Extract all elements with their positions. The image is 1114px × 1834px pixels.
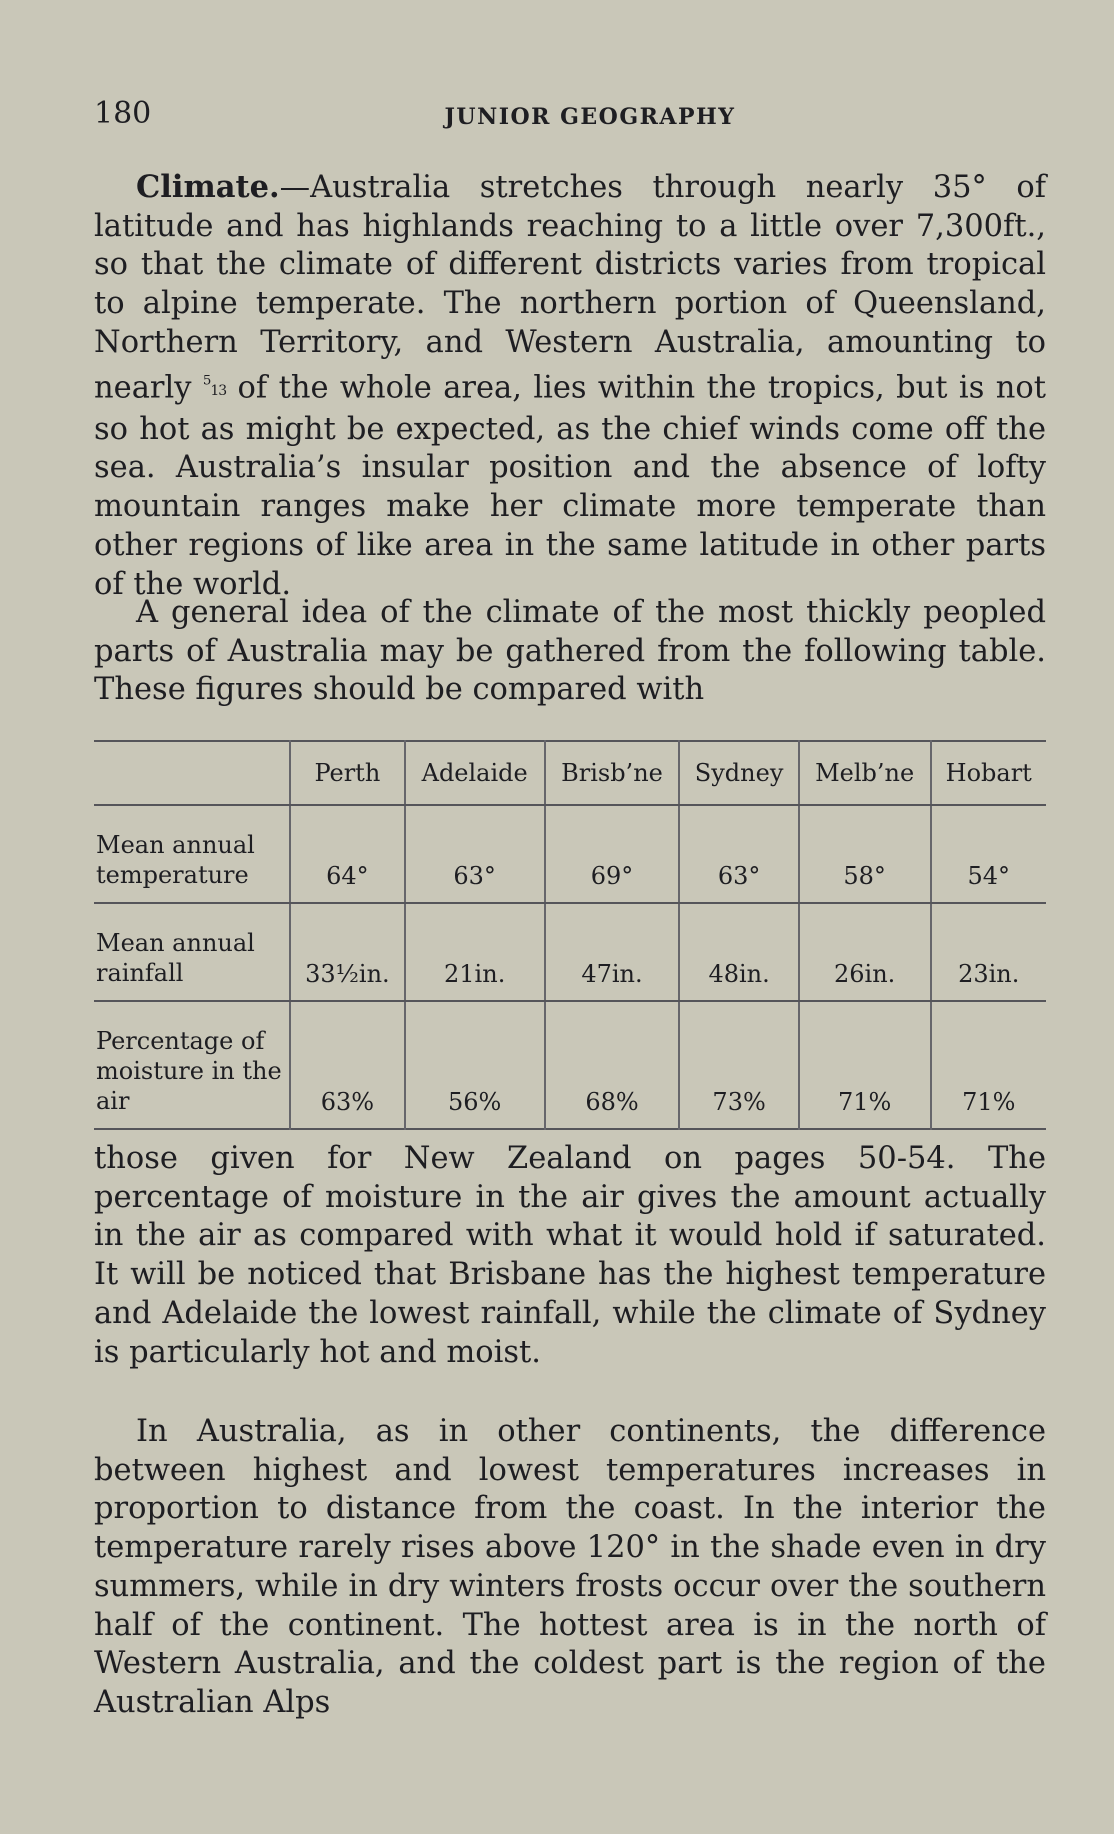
table-cell: 71% bbox=[931, 1001, 1047, 1129]
column-header: Melb’ne bbox=[799, 741, 931, 805]
column-header: Hobart bbox=[931, 741, 1047, 805]
column-header: Adelaide bbox=[405, 741, 545, 805]
running-title: JUNIOR GEOGRAPHY bbox=[444, 104, 736, 130]
table-cell: 69° bbox=[545, 805, 680, 903]
table-cell: 63° bbox=[679, 805, 798, 903]
table-cell: 56% bbox=[405, 1001, 545, 1129]
page-header bbox=[94, 96, 1046, 136]
table-cell: 26in. bbox=[799, 903, 931, 1001]
fraction-denominator: 13 bbox=[210, 383, 227, 400]
table-header-row bbox=[94, 741, 1046, 805]
table-cell: 47in. bbox=[545, 903, 680, 1001]
table-cell: 71% bbox=[799, 1001, 931, 1129]
table-corner-cell bbox=[94, 741, 290, 805]
column-header: Sydney bbox=[679, 741, 798, 805]
table-cell: 21in. bbox=[405, 903, 545, 1001]
table-cell: 58° bbox=[799, 805, 931, 903]
table-cell: 68% bbox=[545, 1001, 680, 1129]
temperature-range-paragraph: In Australia, as in other continents, the difference between highest and lowest temperatures increases in proportion to distance from the coast. In the interior the temperature rarely rises above 120° in the shade even in dry summers, while in dry winters frosts occur over the southern half of the continent. The hottest area is in the north of Western Australia, and the coldest part is the region of the Australian Alps bbox=[94, 1414, 1046, 1720]
section-lead: Climate. bbox=[136, 169, 280, 205]
table-cell: 23in. bbox=[931, 903, 1047, 1001]
table-cell: 54° bbox=[931, 805, 1047, 903]
row-label: Mean annual temperature bbox=[94, 805, 290, 903]
climate-table bbox=[94, 740, 1046, 1130]
paragraph-text: of the whole area, lies within the tropics, but is not so hot as might be expected, as the chief winds come off the sea. Australia’s insular position and the absence of lofty mountain ranges make her climate more temperate than other regions of like area in the same latitude in other parts of the world. bbox=[94, 369, 1046, 602]
table-cell: 64° bbox=[290, 805, 405, 903]
paragraph-text: —Australia stretches through nearly 35° of latitude and has highlands reaching to a little over 7,300ft., so that the climate of different districts varies from tropical to alpine temperate. The northern portion of Queensland, Northern Territory, and Western Australia, amounting to nearly bbox=[94, 170, 1046, 405]
table-intro-paragraph: A general idea of the climate of the most thickly peopled parts of Australia may be gathered from the following table. These figures should be compared with bbox=[94, 595, 1046, 708]
table-cell: 73% bbox=[679, 1001, 798, 1129]
table-row bbox=[94, 1001, 1046, 1129]
row-label: Mean annual rainfall bbox=[94, 903, 290, 1001]
page-number: 180 bbox=[94, 96, 152, 131]
column-header: Perth bbox=[290, 741, 405, 805]
table-cell: 48in. bbox=[679, 903, 798, 1001]
table-row bbox=[94, 903, 1046, 1001]
table-cell: 63% bbox=[290, 1001, 405, 1129]
table-cell: 63° bbox=[405, 805, 545, 903]
table-row bbox=[94, 805, 1046, 903]
table-cell: 33½in. bbox=[290, 903, 405, 1001]
column-header: Brisb’ne bbox=[545, 741, 680, 805]
row-label: Percentage of moisture in the air bbox=[96, 1027, 282, 1115]
fraction-numerator: 5 bbox=[202, 373, 211, 389]
comparison-paragraph: those given for New Zealand on pages 50-54. The percentage of moisture in the air gives the amount actually in the air as compared with what it would hold if saturated. It will be noticed that Brisbane has the highest temperature and Adelaide the lowest rainfall, while the climate of Sydney is particularly hot and moist. bbox=[94, 1141, 1046, 1370]
fraction bbox=[202, 373, 227, 400]
climate-paragraph bbox=[94, 168, 1046, 604]
